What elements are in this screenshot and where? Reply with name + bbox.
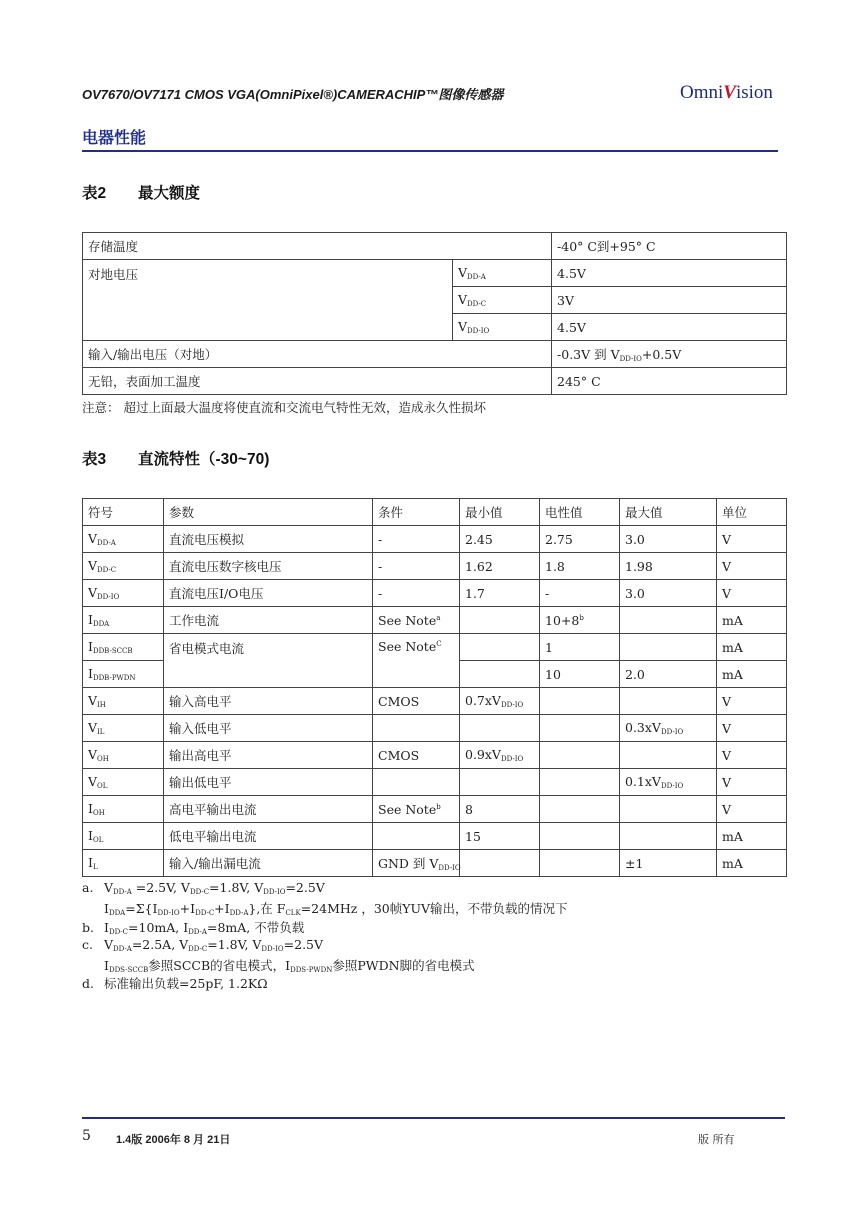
cell-typ: 2.75 bbox=[540, 526, 620, 553]
header-min: 最小值 bbox=[460, 499, 540, 526]
condition-subscript: DD-IO bbox=[438, 864, 461, 872]
value-subscript: DD-IO bbox=[660, 782, 684, 790]
cell-min: 15 bbox=[460, 823, 540, 850]
cell-parameter: 高电平输出电流 bbox=[164, 796, 373, 823]
value-text: 0.7xV bbox=[465, 693, 501, 708]
cell-condition: - bbox=[373, 526, 460, 553]
vdd-io-symbol bbox=[453, 314, 552, 341]
symbol-letter: V bbox=[88, 693, 98, 708]
table3-number: 表3 bbox=[82, 451, 107, 468]
cell-symbol bbox=[83, 661, 164, 688]
footnote-subscript: DD-C bbox=[195, 909, 215, 917]
vdd-c-symbol bbox=[453, 287, 552, 314]
symbol-letter: I bbox=[88, 828, 93, 843]
table-row bbox=[83, 233, 787, 260]
table2-warning-note: 注意： 超过上面最大温度将使直流和交流电气特性无效，造成永久性损坏 bbox=[82, 400, 486, 415]
cell-max: 3.0 bbox=[620, 526, 717, 553]
cell-symbol bbox=[83, 850, 164, 877]
vdd-a-value: 4.5V bbox=[552, 260, 787, 287]
cell-unit: V bbox=[717, 769, 787, 796]
table-row bbox=[83, 796, 787, 823]
cell-condition bbox=[373, 634, 460, 688]
cell-min: 8 bbox=[460, 796, 540, 823]
footnote-subscript: DD-C bbox=[108, 928, 129, 936]
cell-condition: CMOS bbox=[373, 688, 460, 715]
value-text: -0.3V 到 V bbox=[557, 347, 620, 362]
header-condition: 条件 bbox=[373, 499, 460, 526]
cell-symbol bbox=[83, 742, 164, 769]
cell-unit: V bbox=[717, 553, 787, 580]
cell-min bbox=[460, 607, 540, 634]
footnote-ref: b bbox=[436, 802, 441, 811]
footnote-label: a. bbox=[82, 880, 94, 895]
cell-parameter: 省电模式电流 bbox=[164, 634, 373, 688]
cell-condition bbox=[373, 769, 460, 796]
footnote-subscript: DD-IO bbox=[261, 945, 284, 953]
footnote-text: +I bbox=[214, 901, 230, 916]
footnote-text: =24MHz ，30帧YUV输出，不带负载的情况下 bbox=[300, 901, 568, 916]
value-text: 0.1xV bbox=[625, 774, 661, 789]
cell-max: 1.98 bbox=[620, 553, 717, 580]
symbol-subscript: L bbox=[92, 863, 98, 871]
symbol-subscript: DDA bbox=[92, 620, 110, 628]
cell-condition bbox=[373, 796, 460, 823]
footnote-subscript: DD-A bbox=[113, 945, 132, 953]
footnote-subscript: DDS-PWDN bbox=[290, 966, 333, 974]
cell-symbol bbox=[83, 823, 164, 850]
footnote-label: d. bbox=[82, 976, 94, 991]
footnote-ref: a bbox=[436, 613, 441, 622]
symbol-letter: V bbox=[458, 292, 468, 307]
footnote-text: =8mA, 不带负载 bbox=[206, 920, 305, 935]
footnote-text: =2.5A, V bbox=[131, 937, 189, 952]
cell-parameter: 输入/输出漏电流 bbox=[164, 850, 373, 877]
footnote-text: =Σ{I bbox=[125, 901, 158, 916]
lead-free-temp-value: 245° C bbox=[552, 368, 787, 395]
footnote-text: 标准输出负载=25pF, 1.2KΩ bbox=[104, 976, 268, 991]
footnote-subscript: CLK bbox=[285, 909, 301, 917]
cell-parameter: 输出高电平 bbox=[164, 742, 373, 769]
cell-min bbox=[460, 850, 540, 877]
symbol-letter: I bbox=[88, 612, 93, 627]
cell-parameter: 低电平输出电流 bbox=[164, 823, 373, 850]
symbol-letter: V bbox=[88, 774, 98, 789]
footnote-subscript: DDA bbox=[108, 909, 126, 917]
cell-min bbox=[460, 742, 540, 769]
footer-version: 1.4版 2006年 8 月 21日 bbox=[116, 1134, 231, 1146]
footnote-text: V bbox=[104, 880, 114, 895]
footnote-text: +I bbox=[179, 901, 196, 916]
table-row bbox=[83, 850, 787, 877]
footnote-label: c. bbox=[82, 937, 93, 952]
footnote-text: =2.5V bbox=[283, 937, 324, 952]
footnote-c-line2 bbox=[104, 956, 475, 974]
table-row bbox=[83, 823, 787, 850]
table-row bbox=[83, 580, 787, 607]
footnote-d bbox=[82, 974, 268, 992]
value-text: 0.9xV bbox=[465, 747, 501, 762]
vdd-a-symbol bbox=[453, 260, 552, 287]
footnote-subscript: DD-A bbox=[188, 928, 207, 936]
value-text: 10+8 bbox=[545, 612, 580, 628]
cell-parameter: 直流电压I/O电压 bbox=[164, 580, 373, 607]
footnote-text: =2.5V bbox=[285, 880, 325, 895]
footnote-a-line2 bbox=[104, 899, 568, 917]
cell-min bbox=[460, 769, 540, 796]
header-max: 最大值 bbox=[620, 499, 717, 526]
cell-symbol bbox=[83, 553, 164, 580]
cell-parameter: 输出低电平 bbox=[164, 769, 373, 796]
header-typ: 电性值 bbox=[540, 499, 620, 526]
cell-condition: CMOS bbox=[373, 742, 460, 769]
footnote-text: I bbox=[104, 958, 109, 973]
cell-max: 2.0 bbox=[620, 661, 717, 688]
vdd-c-value: 3V bbox=[552, 287, 787, 314]
cell-parameter: 输入低电平 bbox=[164, 715, 373, 742]
symbol-letter: V bbox=[458, 319, 468, 334]
table-row bbox=[83, 688, 787, 715]
footnote-text: 参照PWDN脚的省电模式 bbox=[332, 958, 475, 973]
table-row bbox=[83, 341, 787, 368]
vdd-io-value: 4.5V bbox=[552, 314, 787, 341]
cell-typ bbox=[540, 607, 620, 634]
cell-unit: mA bbox=[717, 607, 787, 634]
cell-min bbox=[460, 715, 540, 742]
symbol-letter: I bbox=[88, 639, 93, 654]
condition-text: See Note bbox=[378, 801, 437, 817]
cell-condition: - bbox=[373, 580, 460, 607]
cell-unit: V bbox=[717, 580, 787, 607]
value-subscript: DD-IO bbox=[500, 701, 524, 709]
cell-symbol bbox=[83, 796, 164, 823]
cell-unit: V bbox=[717, 526, 787, 553]
footnote-ref: b bbox=[579, 613, 584, 622]
symbol-subscript: DD-IO bbox=[97, 593, 120, 601]
cell-unit: mA bbox=[717, 850, 787, 877]
storage-temp-value: -40° C到+95° C bbox=[552, 233, 787, 260]
cell-condition bbox=[373, 850, 460, 877]
cell-typ bbox=[540, 769, 620, 796]
cell-parameter: 直流电压数字核电压 bbox=[164, 553, 373, 580]
condition-text: GND 到 V bbox=[378, 856, 439, 871]
cell-typ bbox=[540, 796, 620, 823]
cell-typ bbox=[540, 688, 620, 715]
cell-symbol bbox=[83, 688, 164, 715]
cell-symbol bbox=[83, 769, 164, 796]
cell-min bbox=[460, 688, 540, 715]
cell-max: 3.0 bbox=[620, 580, 717, 607]
cell-symbol bbox=[83, 634, 164, 661]
cell-typ: 1.8 bbox=[540, 553, 620, 580]
supply-voltage-label: 对地电压 bbox=[83, 260, 453, 341]
table-row bbox=[83, 715, 787, 742]
symbol-subscript: OL bbox=[92, 836, 104, 844]
cell-max: ±1 bbox=[620, 850, 717, 877]
footnote-label: b. bbox=[82, 920, 94, 935]
cell-max bbox=[620, 742, 717, 769]
table-row bbox=[83, 769, 787, 796]
io-voltage-label: 输入/输出电压（对地） bbox=[83, 341, 552, 368]
cell-condition bbox=[373, 607, 460, 634]
cell-typ bbox=[540, 850, 620, 877]
cell-unit: mA bbox=[717, 634, 787, 661]
cell-min: 1.62 bbox=[460, 553, 540, 580]
symbol-subscript: DD-A bbox=[97, 539, 116, 547]
footnote-subscript: DD-C bbox=[189, 888, 210, 896]
cell-condition bbox=[373, 823, 460, 850]
footnote-a-line1 bbox=[82, 880, 325, 896]
cell-max bbox=[620, 796, 717, 823]
header-unit: 单位 bbox=[717, 499, 787, 526]
table2-title: 最大额度 bbox=[138, 185, 201, 202]
value-subscript: DD-IO bbox=[660, 728, 684, 736]
symbol-subscript: IL bbox=[97, 728, 105, 736]
symbol-subscript: OL bbox=[97, 782, 108, 790]
footnote-text: =10mA, I bbox=[128, 920, 189, 935]
footer-rule bbox=[82, 1117, 785, 1119]
value-text: +0.5V bbox=[641, 347, 682, 362]
condition-text: See Note bbox=[378, 639, 437, 654]
symbol-subscript: DD-C bbox=[97, 566, 117, 574]
symbol-letter: I bbox=[88, 801, 93, 816]
cell-symbol bbox=[83, 580, 164, 607]
cell-min: 1.7 bbox=[460, 580, 540, 607]
footnote-ref: C bbox=[436, 640, 442, 648]
symbol-subscript: OH bbox=[97, 755, 109, 763]
symbol-subscript: DD-A bbox=[467, 273, 486, 281]
condition-text: See Note bbox=[378, 612, 437, 628]
table-header-row bbox=[83, 499, 787, 526]
cell-parameter: 工作电流 bbox=[164, 607, 373, 634]
cell-max bbox=[620, 688, 717, 715]
cell-max bbox=[620, 607, 717, 634]
cell-symbol bbox=[83, 607, 164, 634]
cell-parameter: 直流电压模拟 bbox=[164, 526, 373, 553]
table-row bbox=[83, 634, 787, 661]
symbol-subscript: DDB-PWDN bbox=[92, 674, 136, 682]
table2-number: 表2 bbox=[82, 185, 107, 202]
table-row bbox=[83, 607, 787, 634]
value-subscript: DD-IO bbox=[500, 755, 524, 763]
footnote-text: },在 F bbox=[248, 901, 286, 916]
symbol-letter: V bbox=[88, 747, 98, 762]
cell-typ bbox=[540, 715, 620, 742]
cell-condition: - bbox=[373, 553, 460, 580]
page-number: 5 bbox=[82, 1128, 91, 1144]
symbol-subscript: OH bbox=[92, 809, 105, 817]
header-parameter: 参数 bbox=[164, 499, 373, 526]
table-row bbox=[83, 553, 787, 580]
cell-min: 2.45 bbox=[460, 526, 540, 553]
footnote-text: I bbox=[104, 901, 109, 916]
symbol-letter: V bbox=[458, 265, 468, 280]
logo-text-omni: Omni bbox=[680, 82, 724, 103]
footer-copyright: 版 所有 bbox=[698, 1133, 735, 1146]
cell-max bbox=[620, 823, 717, 850]
value-subscript: DD-IO bbox=[619, 355, 642, 363]
footnote-text: =1.8V, V bbox=[207, 937, 262, 952]
symbol-letter: V bbox=[88, 720, 98, 735]
cell-symbol bbox=[83, 715, 164, 742]
cell-max bbox=[620, 634, 717, 661]
cell-parameter: 输入高电平 bbox=[164, 688, 373, 715]
footnote-subscript: DD-A bbox=[113, 888, 132, 896]
cell-min bbox=[460, 634, 540, 661]
footnote-text: =1.8V, V bbox=[209, 880, 264, 895]
table-row bbox=[83, 368, 787, 395]
symbol-letter: V bbox=[88, 585, 98, 600]
footnote-subscript: DD-IO bbox=[157, 909, 180, 917]
document-header-title: OV7670/OV7171 CMOS VGA(OmniPixel®)CAMERACHIP™图像传感器 bbox=[82, 87, 504, 102]
footnote-subscript: DD-A bbox=[229, 909, 249, 917]
section-title: 电器性能 bbox=[82, 130, 147, 147]
symbol-subscript: DD-C bbox=[467, 300, 487, 308]
footnote-c-line1 bbox=[82, 937, 323, 953]
value-text: 0.3xV bbox=[625, 720, 661, 735]
symbol-subscript: DDB-SCCB bbox=[92, 647, 133, 655]
cell-min bbox=[460, 661, 540, 688]
cell-symbol bbox=[83, 526, 164, 553]
footnote-text: 参照SCCB的省电模式，I bbox=[148, 958, 291, 973]
table3-caption bbox=[82, 447, 269, 469]
cell-unit: V bbox=[717, 715, 787, 742]
cell-max bbox=[620, 769, 717, 796]
symbol-letter: V bbox=[88, 558, 98, 573]
table-row bbox=[83, 742, 787, 769]
footnote-text: I bbox=[104, 920, 109, 935]
omnivision-logo bbox=[680, 82, 773, 104]
symbol-letter: I bbox=[88, 666, 93, 681]
footnote-text: =2.5V, V bbox=[131, 880, 190, 895]
table2-caption bbox=[82, 181, 200, 203]
cell-typ: 1 bbox=[540, 634, 620, 661]
cell-typ: 10 bbox=[540, 661, 620, 688]
symbol-letter: V bbox=[88, 531, 98, 546]
dc-characteristics-table bbox=[82, 498, 787, 877]
storage-temp-label: 存储温度 bbox=[83, 233, 552, 260]
footnote-subscript: DD-C bbox=[188, 945, 208, 953]
cell-unit: mA bbox=[717, 823, 787, 850]
table-row bbox=[83, 260, 787, 287]
io-voltage-value bbox=[552, 341, 787, 368]
logo-v-mark: V bbox=[723, 82, 736, 103]
cell-unit: V bbox=[717, 742, 787, 769]
cell-condition bbox=[373, 715, 460, 742]
table-row bbox=[83, 526, 787, 553]
cell-unit: mA bbox=[717, 661, 787, 688]
cell-typ bbox=[540, 742, 620, 769]
max-ratings-table bbox=[82, 232, 787, 395]
header-symbol: 符号 bbox=[83, 499, 164, 526]
cell-typ: - bbox=[540, 580, 620, 607]
footnote-subscript: DDS-SCCB bbox=[108, 966, 149, 974]
symbol-subscript: DD-IO bbox=[467, 327, 490, 335]
lead-free-temp-label: 无铅，表面加工温度 bbox=[83, 368, 552, 395]
cell-unit: V bbox=[717, 796, 787, 823]
table3-title: 直流特性（-30~70) bbox=[138, 451, 270, 468]
footnote-text: V bbox=[104, 937, 114, 952]
logo-text-ision: ision bbox=[735, 82, 773, 103]
cell-typ bbox=[540, 823, 620, 850]
cell-unit: V bbox=[717, 688, 787, 715]
cell-max bbox=[620, 715, 717, 742]
header-rule bbox=[82, 150, 778, 152]
symbol-letter: I bbox=[88, 855, 93, 870]
symbol-subscript: IH bbox=[97, 701, 106, 709]
footnote-b bbox=[82, 918, 304, 936]
footnote-subscript: DD-IO bbox=[263, 888, 286, 896]
